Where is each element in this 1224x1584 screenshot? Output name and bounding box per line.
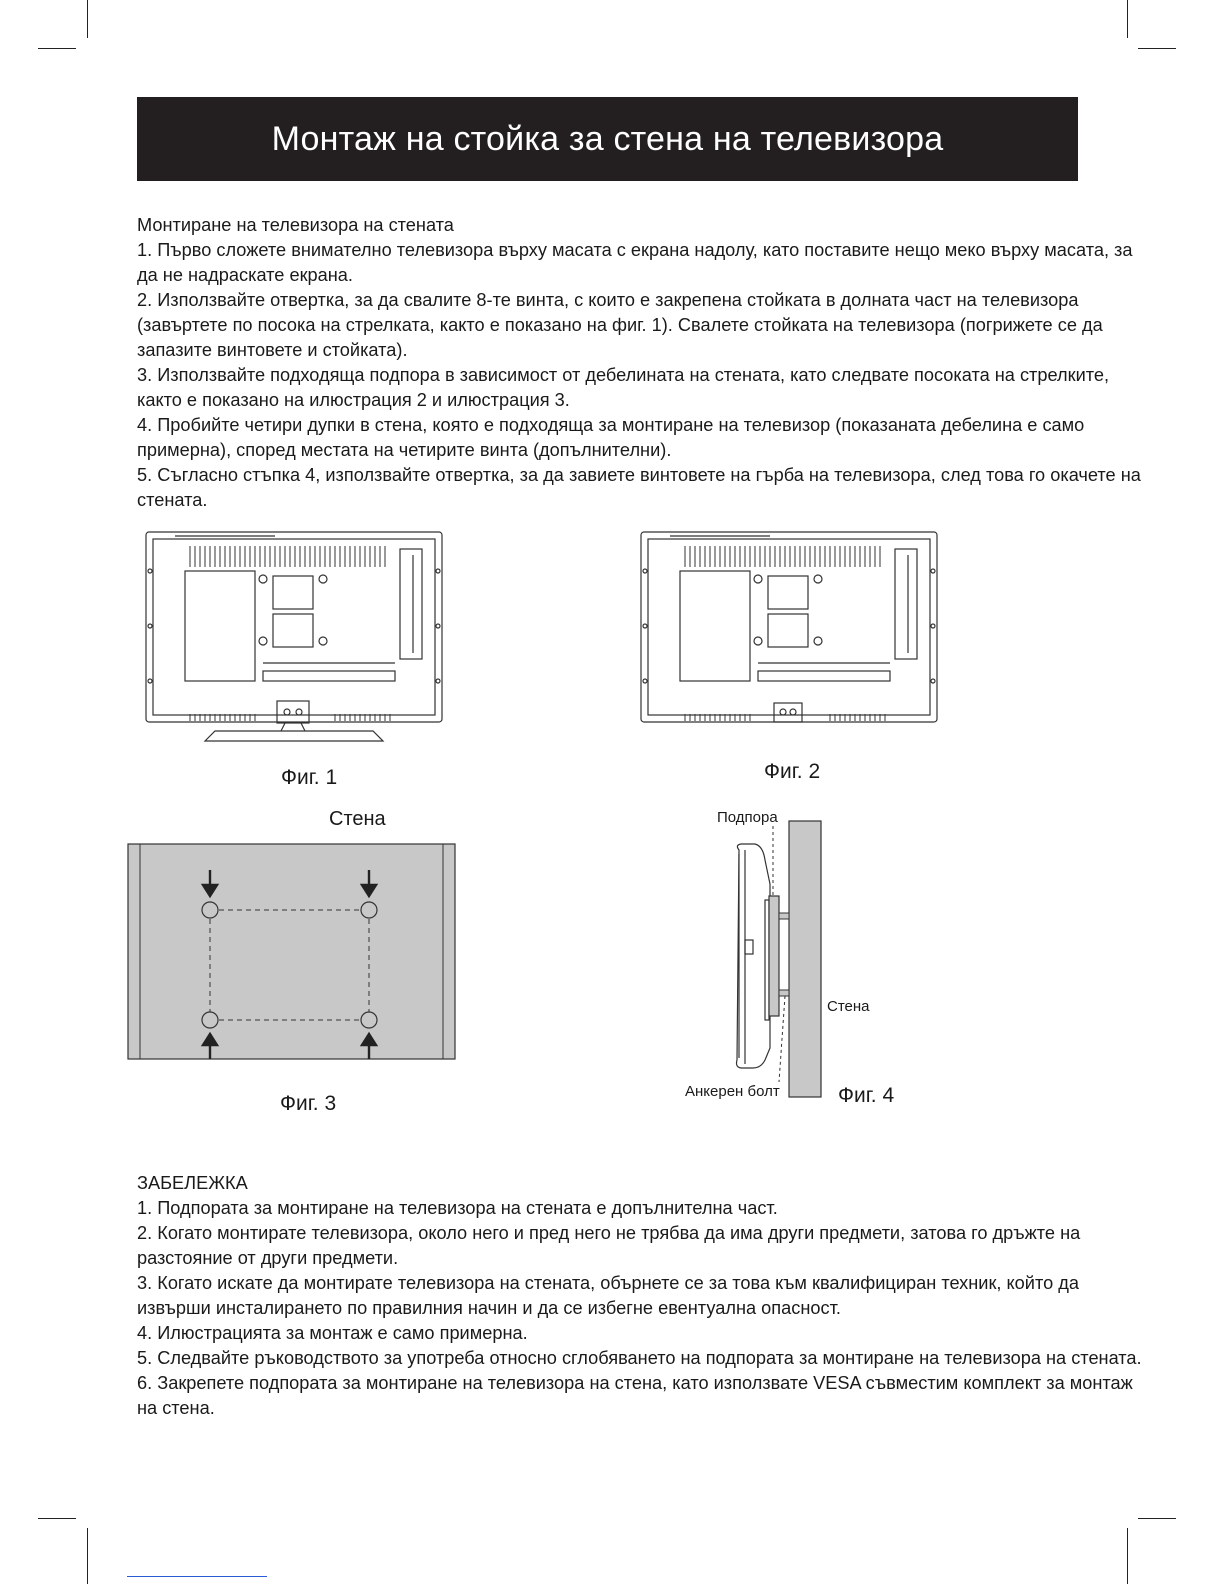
- crop-mark: [1138, 48, 1176, 49]
- fig2-caption: Фиг. 2: [764, 760, 821, 783]
- drill-hole: [202, 1012, 218, 1028]
- note-item: 3. Когато искате да монтирате телевизора на стената, обърнете се за това към квалифициран техник, който да извърши инсталирането по правилния начин и да се избегне евентуална опасност.: [137, 1273, 1079, 1318]
- drill-hole: [202, 902, 218, 918]
- footer-rule: [127, 1576, 267, 1577]
- fig4-caption: Фиг. 4: [838, 1084, 895, 1107]
- crop-mark: [87, 0, 88, 38]
- fig3-caption: Фиг. 3: [280, 1092, 337, 1115]
- drill-hole: [361, 1012, 377, 1028]
- fig4-bolt-label: Анкерен болт: [685, 1083, 780, 1100]
- crop-mark: [1127, 1528, 1128, 1584]
- crop-mark: [1127, 0, 1128, 38]
- fig3-wall-drill-pattern: [127, 843, 457, 1061]
- note-item: 1. Подпората за монтиране на телевизора на стената е допълнителна част.: [137, 1198, 778, 1218]
- fig4-wall-label: Стена: [827, 998, 870, 1015]
- note-item: 5. Следвайте ръководството за употреба относно сглобяването на подпората за монтиране на телевизора на стената.: [137, 1348, 1142, 1368]
- note-item: 2. Когато монтирате телевизора, около него и пред него не трябва да има други предмети, затова го дръжте на разстояние от други предмети.: [137, 1223, 1081, 1268]
- drill-hole: [361, 902, 377, 918]
- note-section: [137, 1171, 1147, 1421]
- page-title: Монтаж на стойка за стена на телевизора: [271, 119, 944, 158]
- note-heading: ЗАБЕЛЕЖКА: [137, 1173, 248, 1193]
- crop-mark: [38, 1518, 76, 1519]
- fig1-caption: Фиг. 1: [281, 766, 338, 789]
- page-title-banner: [137, 97, 1078, 181]
- fig1-tv-back-illustration: [145, 531, 445, 746]
- crop-mark: [1138, 1518, 1176, 1519]
- intro-step: 3. Използвайте подходяща подпора в зависимост от дебелината на стената, като следвате посоката на стрелките, както е показано на илюстрация 2 и илюстрация 3.: [137, 365, 1110, 410]
- fig3-wall-label: Стена: [329, 808, 386, 830]
- note-item: 4. Илюстрацията за монтаж е само примерна.: [137, 1323, 528, 1343]
- intro-section: [137, 213, 1147, 513]
- intro-step: 5. Съгласно стъпка 4, използвайте отвертка, за да завиете винтовете на гърба на телевизора, след това го окачете на стената.: [137, 465, 1141, 510]
- fig4-bracket-label: Подпора: [717, 809, 778, 826]
- intro-step: 4. Пробийте четири дупки в стена, която е подходяща за монтиране на телевизор (показаната дебелина е само примерна), според местата на четирите винта (допълнителни).: [137, 415, 1085, 460]
- crop-mark: [87, 1528, 88, 1584]
- intro-step: 1. Първо сложете внимателно телевизора върху масата с екрана надолу, като поставите нещо меко върху масата, за да не надраскате екрана.: [137, 240, 1133, 285]
- crop-mark: [38, 48, 76, 49]
- intro-heading: Монтиране на телевизора на стената: [137, 215, 454, 235]
- fig4-side-view-illustration: [725, 820, 825, 1100]
- fig2-tv-back-illustration: [640, 531, 940, 726]
- intro-step: 2. Използвайте отвертка, за да свалите 8-те винта, с които е закрепена стойката в долната част на телевизора (завъртете по посока на стрелката, както е показано на фиг. 1). Свалете стойката на телевизора (погрижете се да запазите винтовете и стойката).: [137, 290, 1103, 360]
- note-item: 6. Закрепете подпората за монтиране на телевизора на стена, като използвате VESA съвместим комплект за монтаж на стена.: [137, 1373, 1133, 1418]
